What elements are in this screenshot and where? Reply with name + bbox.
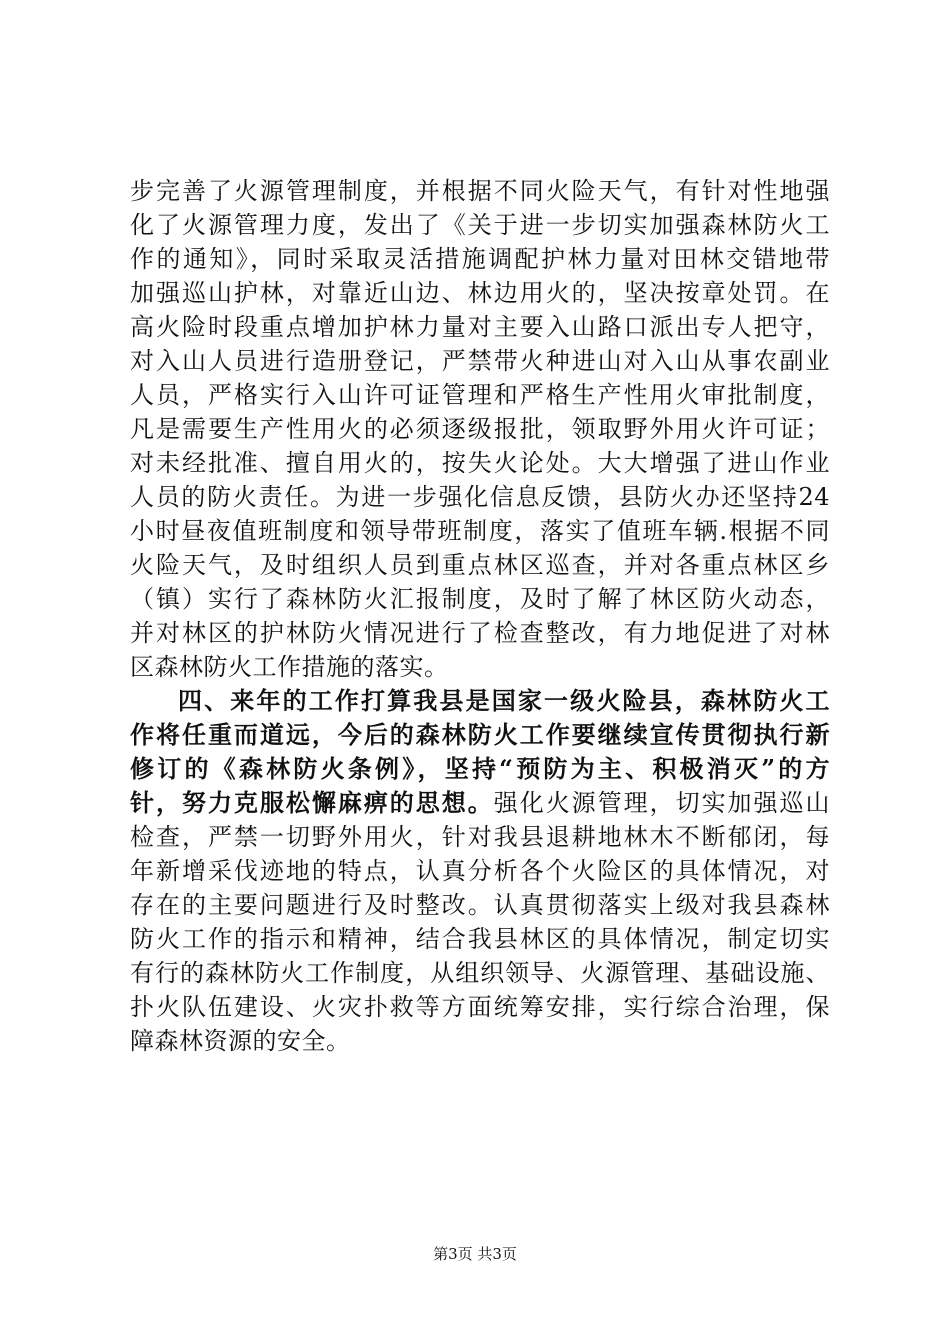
text-line: 防火工作的指示和精神，结合我县林区的具体情况，制定切实 — [130, 925, 830, 953]
text-line: 作将任重而道远，今后的森林防火工作要继续宣传贯彻执行新 — [130, 720, 830, 749]
text-line: 年新增采伐迹地的特点，认真分析各个火险区的具体情况，对 — [130, 857, 830, 885]
text-line: 加强巡山护林，对靠近山边、林边用火的，坚决按章处罚。在 — [130, 279, 830, 307]
text-line: 化了火源管理力度，发出了《关于进一步切实加强森林防火工 — [130, 211, 830, 239]
text-line: （镇）实行了森林防火汇报制度，及时了解了林区防火动态， — [130, 585, 830, 613]
paragraph-next-year-plan — [130, 684, 830, 1058]
text-line: 检查，严禁一切野外用火，针对我县退耕地林木不断郁闭，每 — [130, 823, 830, 851]
text-line: 有行的森林防火工作制度，从组织领导、火源管理、基础设施、 — [130, 959, 830, 987]
text-line: 凡是需要生产性用火的必须逐级报批，领取野外用火许可证； — [130, 415, 830, 443]
text-line: 人员，严格实行入山许可证管理和严格生产性用火审批制度， — [130, 381, 830, 409]
text-line: 并对林区的护林防火情况进行了检查整改，有力地促进了对林 — [130, 619, 830, 647]
text-line: 高火险时段重点增加护林力量对主要入山路口派出专人把守， — [130, 313, 830, 341]
document-body — [130, 174, 830, 1058]
text-line: 人员的防火责任。为进一步强化信息反馈，县防火办还坚持24 — [130, 483, 830, 511]
text-line: 修订的《森林防火条例》，坚持“预防为主、积极消灭”的方 — [130, 754, 830, 783]
text-line: 作的通知》，同时采取灵活措施调配护林力量对田林交错地带 — [130, 245, 830, 273]
text-line-mixed — [130, 786, 830, 820]
text-line: 扑火队伍建设、火灾扑救等方面统筹安排，实行综合治理，保 — [130, 993, 830, 1021]
text-line: 火险天气，及时组织人员到重点林区巡查，并对各重点林区乡 — [130, 551, 830, 579]
normal-text: 强化火源管理，切实加强巡山 — [493, 789, 831, 817]
bold-text: 针，努力克服松懈麻痹的思想。 — [130, 788, 494, 817]
text-line: 存在的主要问题进行及时整改。认真贯彻落实上级对我县森林 — [130, 891, 830, 919]
text-line: 障森林资源的安全。 — [130, 1027, 351, 1055]
text-line: 对未经批准、擅自用火的，按失火论处。大大增强了进山作业 — [130, 449, 830, 477]
text-line: 步完善了火源管理制度，并根据不同火险天气，有针对性地强 — [130, 177, 830, 205]
paragraph-fire-source-management — [130, 174, 830, 684]
text-line: 区森林防火工作措施的落实。 — [130, 653, 449, 681]
section-heading-line: 四、来年的工作打算我县是国家一级火险县，森林防火工 — [178, 686, 830, 715]
text-line: 对入山人员进行造册登记，严禁带火种进山对入山从事农副业 — [130, 347, 830, 375]
page-number-footer: 第3页 共3页 — [433, 1245, 517, 1263]
text-line: 小时昼夜值班制度和领导带班制度，落实了值班车辆.根据不同 — [130, 517, 830, 545]
